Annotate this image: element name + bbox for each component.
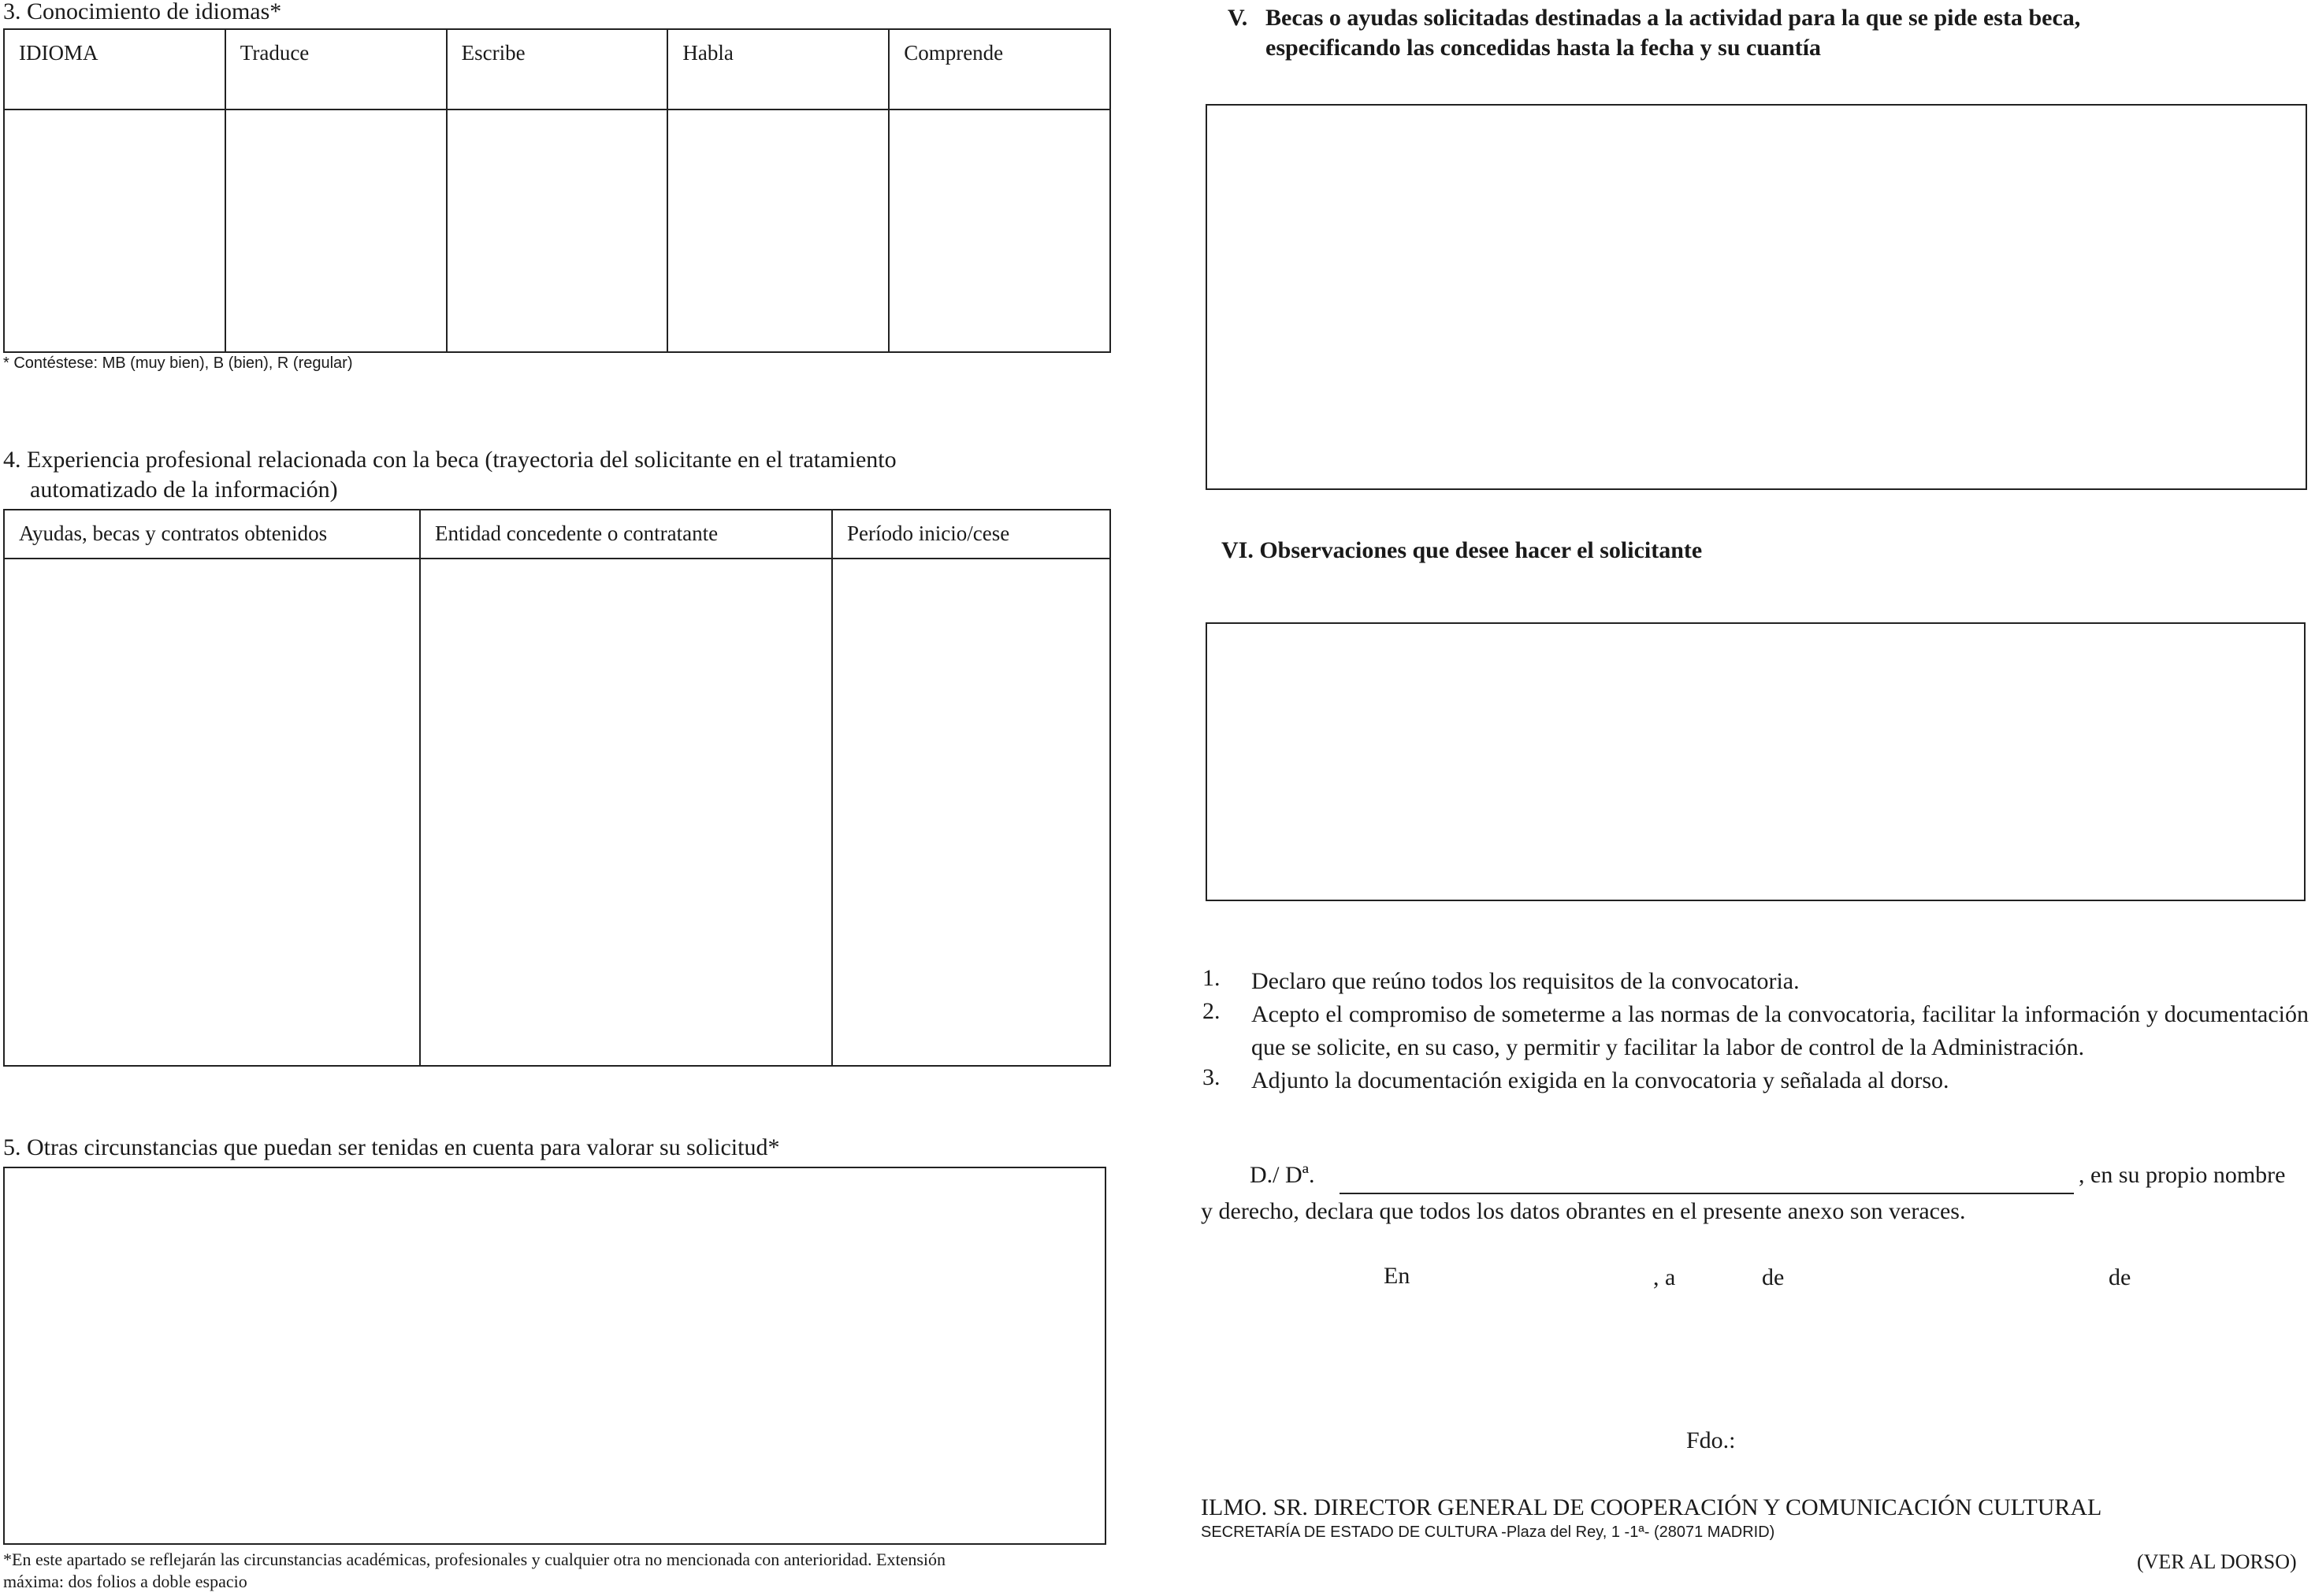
dd-label: D./ Dª.: [1250, 1162, 1315, 1188]
ayudas-cell[interactable]: [4, 559, 420, 1066]
experience-input-row: [4, 559, 1110, 1066]
languages-input-row: [4, 109, 1110, 352]
languages-header-row: [4, 29, 1110, 109]
observaciones-box[interactable]: [1206, 622, 2306, 901]
escribe-cell[interactable]: [447, 109, 668, 352]
section-4-title-line2: automatizado de la información): [30, 477, 338, 503]
column-header-comprende: Comprende: [889, 29, 1110, 109]
section-5-title: 5. Otras circunstancias que puedan ser tenidas en cuenta para valorar su solicitud*: [3, 1134, 780, 1160]
date-label-de-month: de: [1762, 1264, 1785, 1290]
fdo-label: Fdo.:: [1686, 1427, 1736, 1453]
section-v-number: V.: [1228, 5, 1248, 31]
section-v-title-line2: especificando las concedidas hasta la fecha y su cuantía: [1265, 35, 1822, 61]
comprende-cell[interactable]: [889, 109, 1110, 352]
periodo-cell[interactable]: [832, 559, 1110, 1066]
addressee-title: ILMO. SR. DIRECTOR GENERAL DE COOPERACIÓN Y COMUNICACIÓN CULTURAL: [1201, 1494, 2102, 1520]
declaration-veraces-text: y derecho, declara que todos los datos obrantes en el presente anexo son veraces.: [1201, 1198, 1966, 1224]
column-header-idioma: IDIOMA: [4, 29, 225, 109]
section-v-title-line1: Becas o ayudas solicitadas destinadas a la actividad para la que se pide esta beca,: [1265, 5, 2081, 31]
declaration-2-text: Acepto el compromiso de someterme a las normas de la convocatoria, facilitar la información y documentación que se solicite, en su caso, y permitir y facilitar la labor de control de la Administración.: [1251, 1001, 2309, 1060]
idioma-cell[interactable]: [4, 109, 225, 352]
declaration-3-number: 3.: [1202, 1064, 1221, 1090]
section-5-footnote-line2: máxima: dos folios a doble espacio: [3, 1572, 247, 1591]
languages-table: [3, 28, 1111, 353]
experience-table: [3, 509, 1111, 1067]
column-header-escribe: Escribe: [447, 29, 668, 109]
section-vi-title: VI. Observaciones que desee hacer el solicitante: [1221, 537, 1703, 563]
column-header-ayudas: Ayudas, becas y contratos obtenidos: [4, 510, 420, 559]
section-3-title: 3. Conocimiento de idiomas*: [3, 0, 282, 24]
entidad-cell[interactable]: [420, 559, 832, 1066]
declaration-2-number: 2.: [1202, 998, 1221, 1024]
own-name-text: , en su propio nombre: [2079, 1162, 2286, 1188]
column-header-traduce: Traduce: [225, 29, 447, 109]
experience-header-row: [4, 510, 1110, 559]
declaration-3-text: Adjunto la documentación exigida en la convocatoria y señalada al dorso.: [1251, 1067, 1949, 1093]
section-4-title-line1: 4. Experiencia profesional relacionada con la beca (trayectoria del solicitante en el tratamiento: [3, 447, 897, 473]
name-line[interactable]: [1340, 1174, 2074, 1194]
declaration-1-text: Declaro que reúno todos los requisitos de la convocatoria.: [1251, 968, 1800, 994]
habla-cell[interactable]: [667, 109, 889, 352]
declaration-1-number: 1.: [1202, 965, 1221, 991]
section-5-footnote: [3, 1549, 1122, 1593]
other-circumstances-box[interactable]: [3, 1167, 1106, 1545]
traduce-cell[interactable]: [225, 109, 447, 352]
languages-footnote: * Contéstese: MB (muy bien), B (bien), R (regular): [3, 354, 353, 372]
column-header-habla: Habla: [667, 29, 889, 109]
date-label-de-year: de: [2109, 1264, 2131, 1290]
section-5-footnote-line1: *En este apartado se reflejarán las circunstancias académicas, profesionales y cualquier otra no mencionada con anterioridad. Extensión: [3, 1550, 946, 1569]
becas-solicitadas-box[interactable]: [1206, 104, 2307, 490]
column-header-entidad: Entidad concedente o contratante: [420, 510, 832, 559]
column-header-periodo: Período inicio/cese: [832, 510, 1110, 559]
place-label-en: En: [1384, 1263, 1410, 1289]
date-label-a: , a: [1653, 1264, 1676, 1290]
addressee-address: SECRETARÍA DE ESTADO DE CULTURA -Plaza del Rey, 1 -1ª- (28071 MADRID): [1201, 1524, 1775, 1541]
ver-al-dorso: (VER AL DORSO): [2137, 1550, 2297, 1573]
